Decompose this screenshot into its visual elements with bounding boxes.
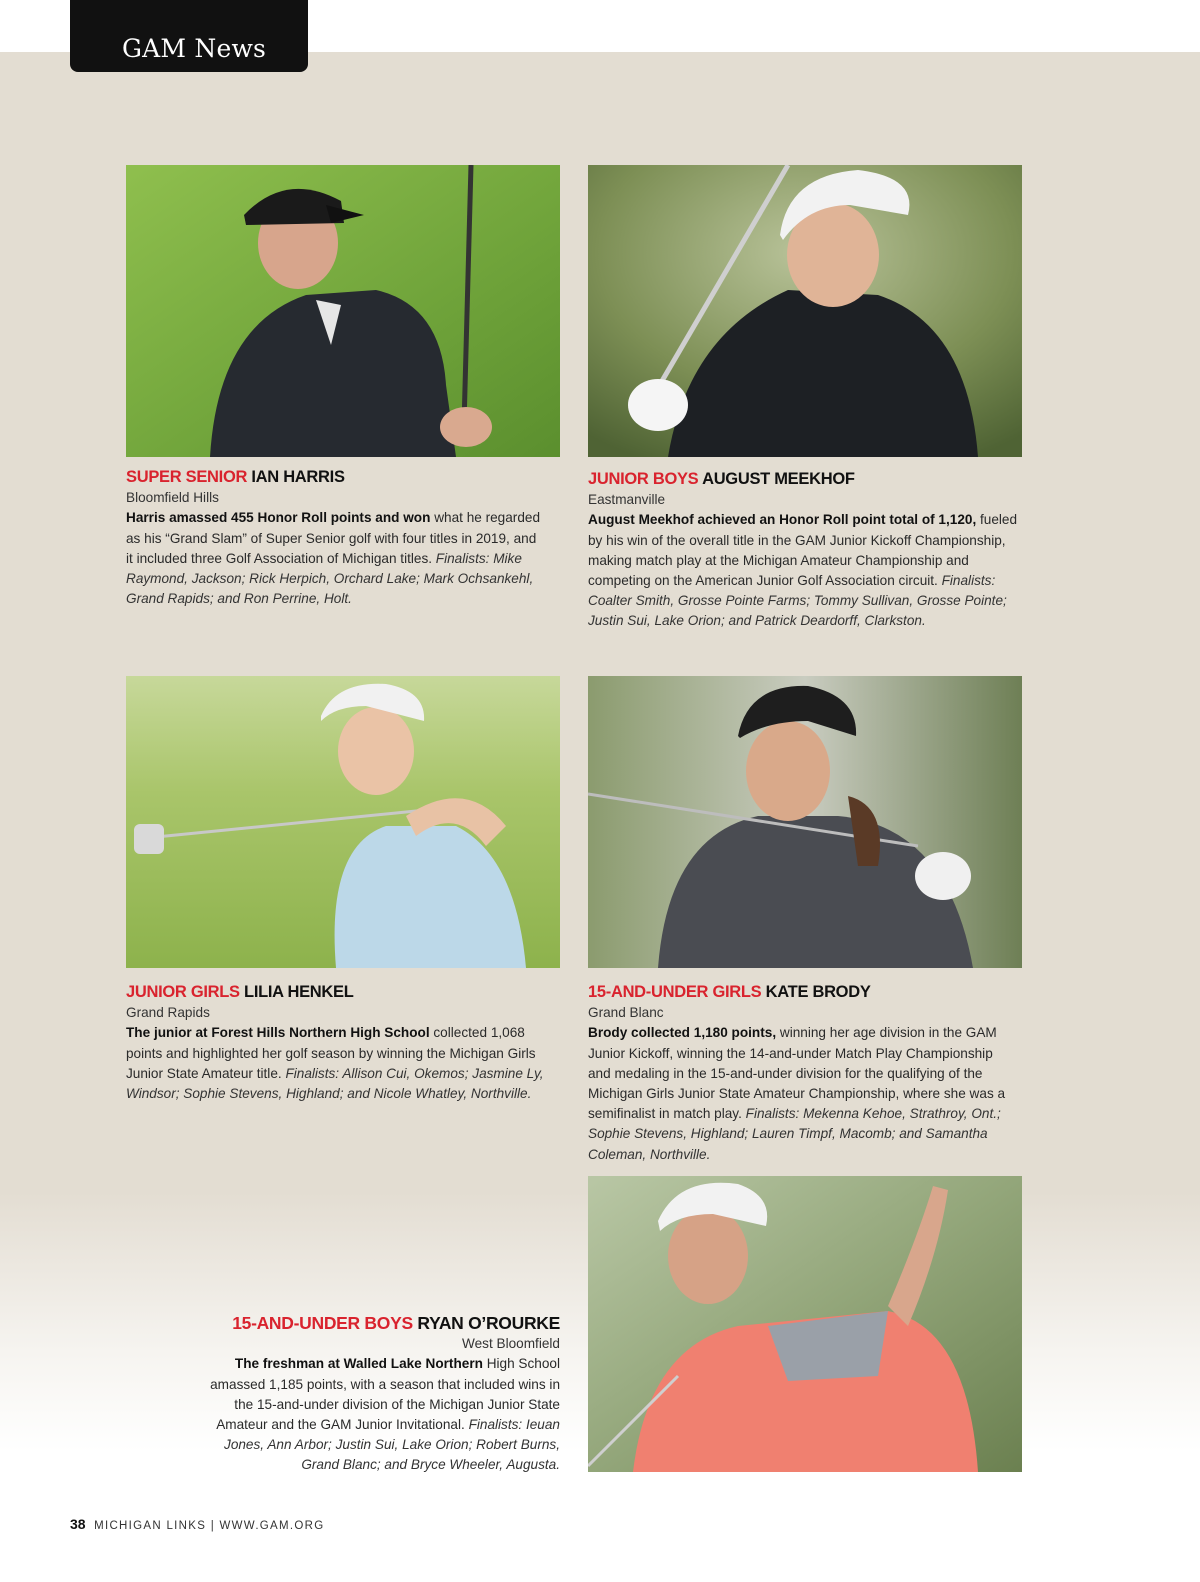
entry-text: collected 1,068 points and highlighted her golf season by winning the Michigan Girls Junior State Amateur title. [126, 1025, 536, 1081]
entry-category: SUPER SENIOR [126, 468, 248, 486]
entry-hometown: Grand Rapids [126, 1005, 210, 1021]
entry-august-meekhof [588, 469, 1028, 632]
entry-finalists: Finalists: Mekenna Kehoe, Strathroy, Ont.; Sophie Stevens, Highland; Lauren Timpf, Macomb; and Samantha Coleman, Northville. [588, 1106, 1001, 1162]
entry-name: RYAN O’ROURKE [417, 1313, 560, 1333]
entry-lilia-henkel [126, 982, 546, 1104]
entry-lead: Harris amassed 455 Honor Roll points and won [126, 510, 431, 526]
entry-name: AUGUST MEEKHOF [702, 470, 855, 488]
entry-body [126, 1023, 546, 1104]
entry-category: JUNIOR BOYS [588, 470, 699, 488]
entry-ian-harris [126, 467, 546, 609]
entry-body [588, 510, 1028, 631]
entry-text: High School amassed 1,185 points, with a season that included wins in the 15-and-under division of the Michigan Junior State Amateur and the GAM Junior Invitational. [210, 1356, 560, 1433]
entry-category: JUNIOR GIRLS [126, 983, 240, 1001]
entry-heading [588, 982, 1018, 1002]
entry-heading [126, 467, 546, 487]
photo-ian-harris [126, 165, 560, 457]
entry-finalists: Finalists: Allison Cui, Okemos; Jasmine Ly, Windsor; Sophie Stevens, Highland; and Nicole Whatley, Northville. [126, 1065, 544, 1102]
entry-name: KATE BRODY [765, 983, 871, 1001]
entry-finalists: Finalists: Mike Raymond, Jackson; Rick Herpich, Orchard Lake; Mark Ochsankehl, Grand Rapids; and Ron Perrine, Holt. [126, 550, 534, 607]
entry-body [200, 1354, 560, 1475]
section-header-tab [70, 0, 308, 72]
entry-body [588, 1023, 1018, 1164]
entry-hometown: Bloomfield Hills [126, 490, 219, 506]
entry-hometown: Grand Blanc [588, 1005, 664, 1021]
entry-body [126, 508, 546, 609]
entry-finalists: Finalists: Coalter Smith, Grosse Pointe Farms; Tommy Sullivan, Grosse Pointe; Justin Sui, Lake Orion; and Patrick Deardorff, Clarkston. [588, 573, 1007, 629]
page-number: 38 [70, 1516, 86, 1532]
entry-heading [126, 982, 546, 1002]
entry-text: what he regarded as his “Grand Slam” of Super Senior golf with four titles in 2019, and it included three Golf Association of Michigan titles. [126, 510, 541, 566]
photo-kate-brody [588, 676, 1022, 968]
photo-august-meekhof [588, 165, 1022, 457]
entry-lead: Brody collected 1,180 points, [588, 1025, 777, 1041]
entry-lead: The freshman at Walled Lake Northern [234, 1356, 483, 1372]
photo-ryan-orourke [588, 1176, 1022, 1472]
publication-credit: MICHIGAN LINKS | WWW.GAM.ORG [94, 1520, 325, 1532]
entry-category: 15-AND-UNDER BOYS [232, 1313, 413, 1333]
entry-lead: The junior at Forest Hills Northern High School [126, 1025, 430, 1041]
entry-lead: August Meekhof achieved an Honor Roll point total of 1,120, [588, 512, 977, 528]
entry-heading [588, 469, 1028, 489]
entry-ryan-orourke [200, 1313, 560, 1476]
entry-hometown: West Bloomfield [462, 1336, 560, 1352]
entry-name: IAN HARRIS [251, 468, 345, 486]
entry-heading [200, 1313, 560, 1333]
entry-name: LILIA HENKEL [244, 983, 354, 1001]
entry-finalists: Finalists: Ieuan Jones, Ann Arbor; Justin Sui, Lake Orion; Robert Burns, Grand Blanc; and Bryce Wheeler, Augusta. [224, 1417, 560, 1473]
entry-category: 15-AND-UNDER GIRLS [588, 983, 762, 1001]
photo-lilia-henkel [126, 676, 560, 968]
entry-kate-brody [588, 982, 1018, 1165]
entry-text: winning her age division in the GAM Junior Kickoff, winning the 14-and-under Match Play Championship and medaling in the 15-and-under division for the qualifying of the Michigan Girls Junior State Amateur Championship, where she was a semifinalist in match play. [588, 1025, 1006, 1122]
section-title: GAM News [122, 34, 267, 63]
page-footer [70, 1516, 325, 1532]
entry-text: fueled by his win of the overall title in the GAM Junior Kickoff Championship, making match play at the Michigan Amateur Championship and competing on the American Junior Golf Association circuit. [588, 512, 1018, 589]
entry-hometown: Eastmanville [588, 492, 666, 508]
